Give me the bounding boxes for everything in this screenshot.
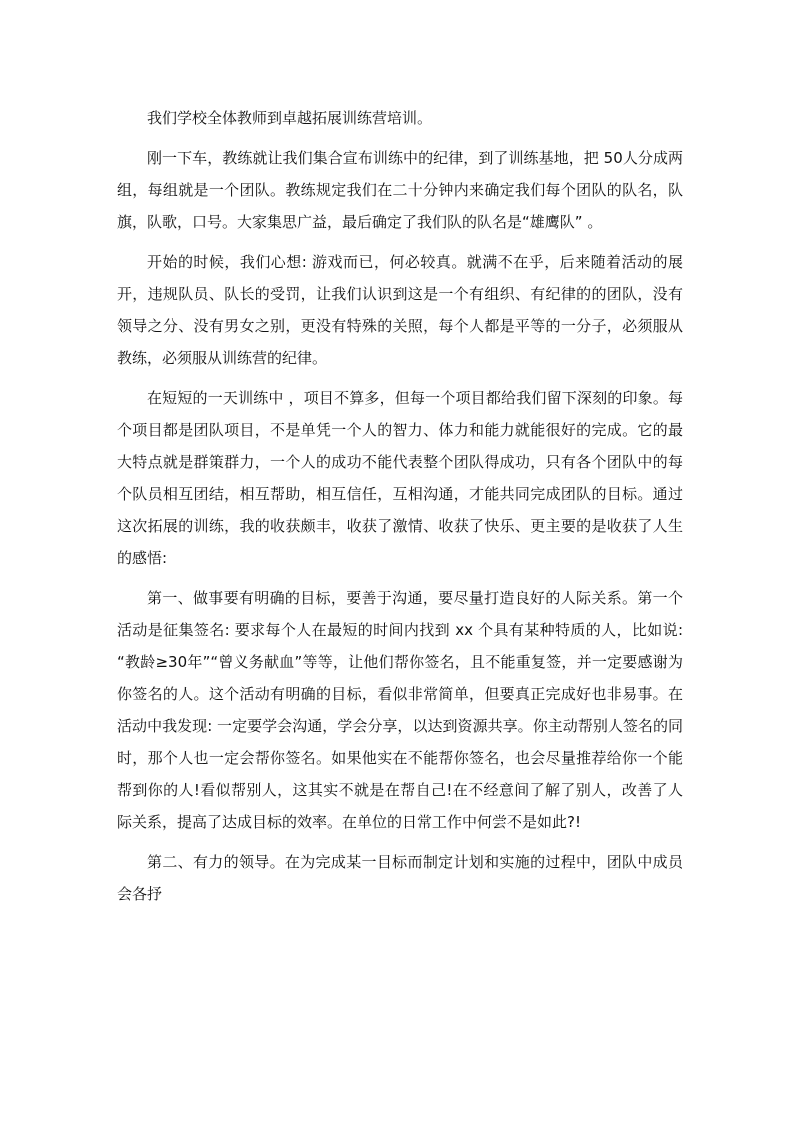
document-body [117, 102, 683, 918]
training-summary-paragraph: 在短短的一天训练中 ，项目不算多，但每一个项目都给我们留下深刻的印象。每个项目都是团队项目，不是单凭一个人的智力、体力和能力就能很好的完成。它的最大特点就是群策群力，一个人的成功不能代表整个团队得成功，只有各个团队中的每个队员相互团结，相互帮助，相互信任，互相沟通，才能共同完成团队的目标。通过这次拓展的训练，我的收获颇丰，收获了激情、收获了快乐、更主要的是收获了人生的感悟: [117, 389, 683, 567]
arrival-paragraph: 刚一下车，教练就让我们集合宣布训练中的纪律，到了训练基地，把 50人分成两组，每组就是一个团队。教练规定我们在二十分钟内来确定我们每个团队的队名，队旗，队歌，口号。大家集思广益，最后确定了我们队的队名是“雄鹰队” 。 [117, 149, 683, 231]
lesson-one-paragraph: 第一、做事要有明确的目标，要善于沟通，要尽量打造良好的人际关系。第一个活动是征集签名: 要求每个人在最短的时间内找到 xx 个具有某种特质的人，比如说: “教龄≥30年”“曾义务献血”等等，让他们帮你签名，且不能重复签，并一定要感谢为你签名的人。这个活动有明确的目标，看似非常简单，但要真正完成好也非易事。在活动中我发现: 一定要学会沟通，学会分享，以达到资源共享。你主动帮别人签名的同时，那个人也一定会帮你签名。如果他实在不能帮你签名，也会尽量推荐给你一个能帮到你的人!看似帮别人，这其实不就是在帮自己!在不经意间了解了别人，改善了人际关系，提高了达成目标的效率。在单位的日常工作中何尝不是如此?! [117, 589, 683, 831]
intro-paragraph: 我们学校全体教师到卓越拓展训练营培训。 [147, 109, 433, 127]
lesson-two-paragraph: 第二、有力的领导。在为完成某一目标而制定计划和实施的过程中，团队中成员会各抒 [117, 853, 683, 903]
discipline-paragraph: 开始的时候，我们心想: 游戏而已，何必较真。就满不在乎，后来随着活动的展开，违规队员、队长的受罚，让我们认识到这是一个有组织、有纪律的的团队，没有领导之分、没有男女之别，更没有特殊的关照，每个人都是平等的一分子，必须服从教练，必须服从训练营的纪律。 [117, 253, 683, 367]
